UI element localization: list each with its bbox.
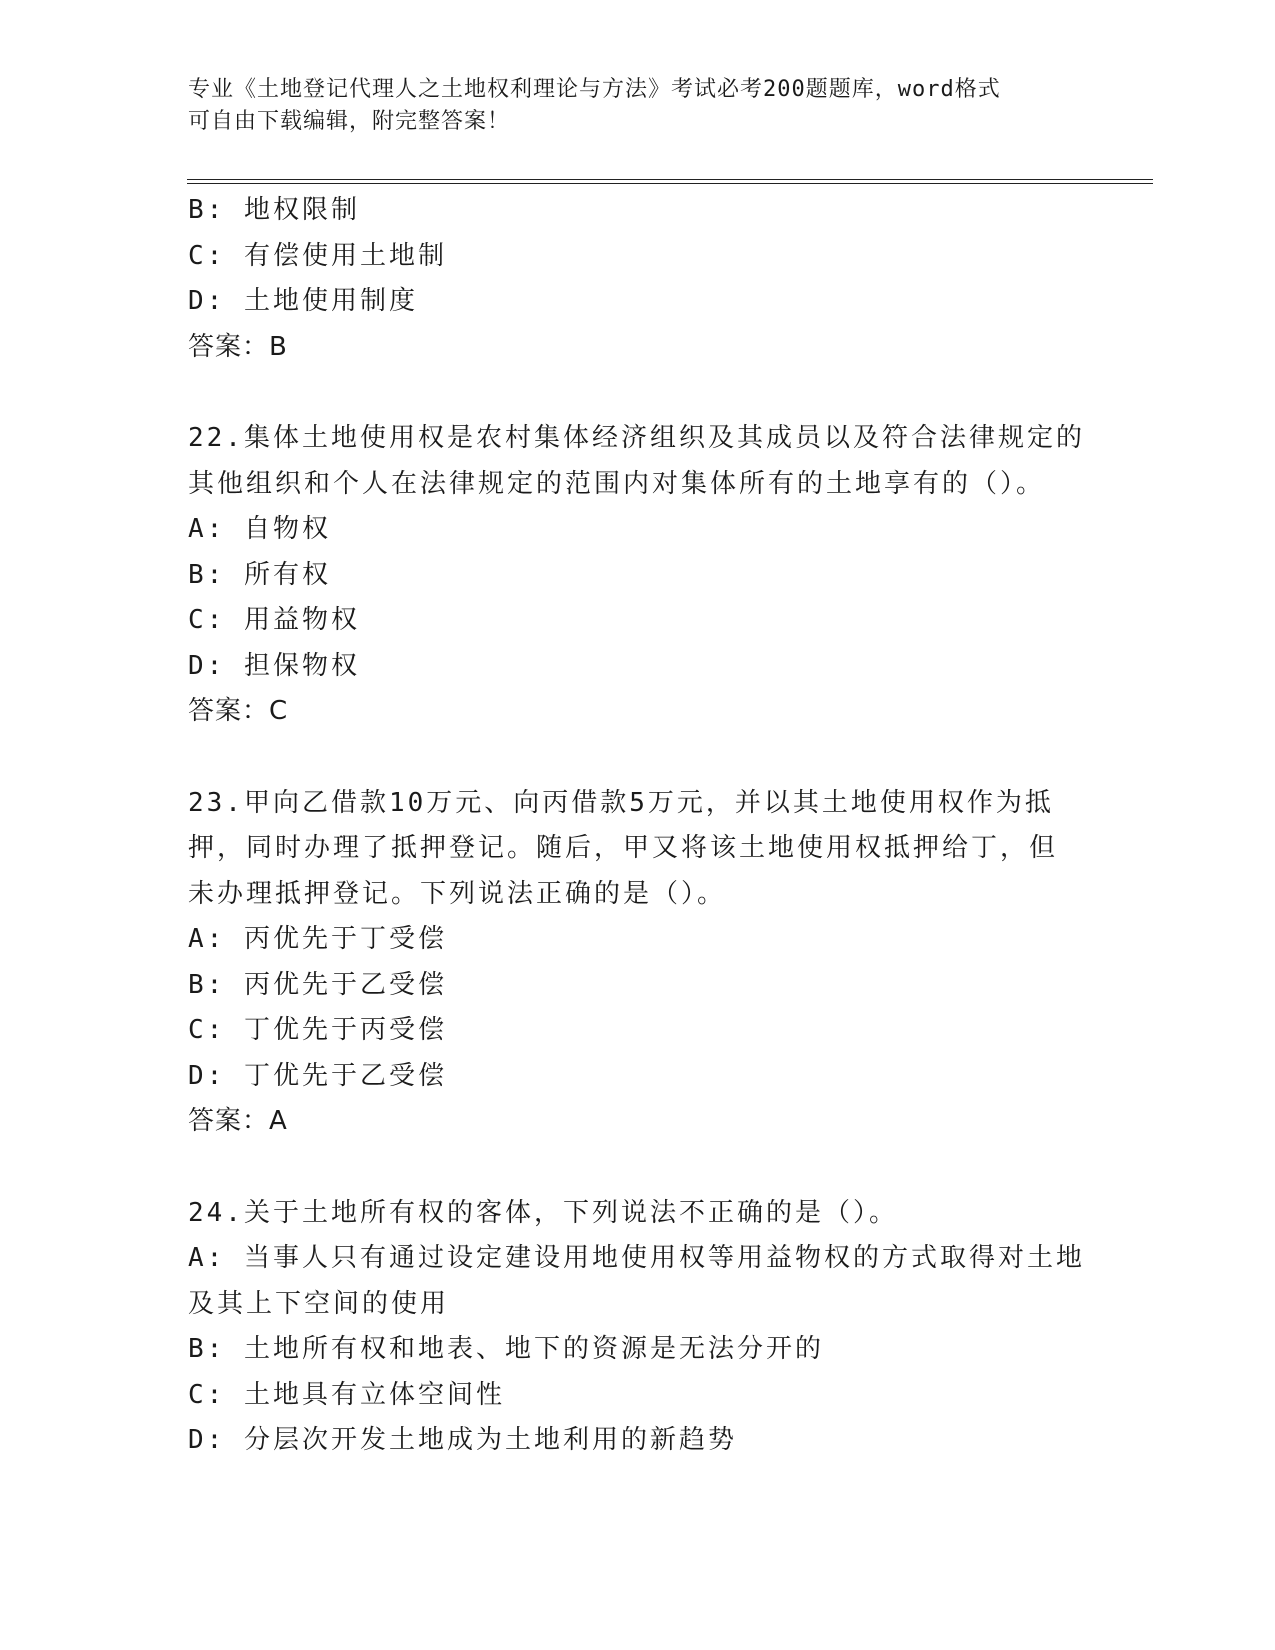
- spacer: [188, 1145, 1088, 1191]
- question-text-line: 24.关于土地所有权的客体，下列说法不正确的是（）。: [188, 1197, 898, 1228]
- option-b: B: 丙优先于乙受偿: [188, 969, 447, 1000]
- option-a: A: 当事人只有通过设定建设用地使用权等用益物权的方式取得对土地: [188, 1243, 1085, 1273]
- header-line-2: 可自由下载编辑，附完整答案！: [188, 109, 511, 134]
- answer-line: 答案：B: [188, 331, 288, 362]
- question-22: [188, 416, 1088, 735]
- option-a: A: 丙优先于丁受偿: [188, 924, 447, 954]
- question-text-line: 未办理抵押登记。下列说法正确的是（）。: [188, 878, 727, 909]
- previous-question-tail: [188, 188, 1088, 370]
- option-c: C: 用益物权: [188, 605, 360, 635]
- document-header: [188, 74, 1088, 138]
- option-b: B: 土地所有权和地表、地下的资源是无法分开的: [188, 1334, 824, 1364]
- spacer: [188, 370, 1088, 416]
- question-text-line: 22.集体土地使用权是农村集体经济组织及其成员以及符合法律规定的: [188, 423, 1085, 453]
- question-text-line: 其他组织和个人在法律规定的范围内对集体所有的土地享有的（）。: [188, 468, 1046, 499]
- question-list: [188, 188, 1088, 1464]
- option-d: D: 土地使用制度: [188, 286, 418, 316]
- header-divider-top: [187, 179, 1153, 180]
- question-text-line: 押，同时办理了抵押登记。随后，甲又将该土地使用权抵押给丁，但: [188, 833, 1059, 863]
- answer-line: 答案：A: [188, 1106, 288, 1136]
- option-d: D: 担保物权: [188, 650, 360, 681]
- header-divider-bottom: [187, 183, 1153, 184]
- option-c: C: 土地具有立体空间性: [188, 1379, 505, 1410]
- question-23: [188, 781, 1088, 1145]
- option-a: A: 自物权: [188, 514, 331, 544]
- option-c: C: 丁优先于丙受偿: [188, 1015, 447, 1045]
- answer-line: 答案：C: [188, 696, 289, 726]
- option-b: B: 地权限制: [188, 195, 360, 225]
- option-d: D: 分层次开发土地成为土地利用的新趋势: [188, 1425, 737, 1455]
- question-24: [188, 1191, 1088, 1464]
- question-text-line: 23.甲向乙借款10万元、向丙借款5万元，并以其土地使用权作为抵: [188, 787, 1054, 818]
- header-line-1: 专业《土地登记代理人之土地权利理论与方法》考试必考200题题库，word格式: [188, 77, 1001, 102]
- option-b: B: 所有权: [188, 559, 331, 590]
- option-d: D: 丁优先于乙受偿: [188, 1060, 447, 1091]
- option-a-continued: 及其上下空间的使用: [188, 1288, 450, 1319]
- option-c: C: 有偿使用土地制: [188, 240, 447, 271]
- spacer: [188, 735, 1088, 781]
